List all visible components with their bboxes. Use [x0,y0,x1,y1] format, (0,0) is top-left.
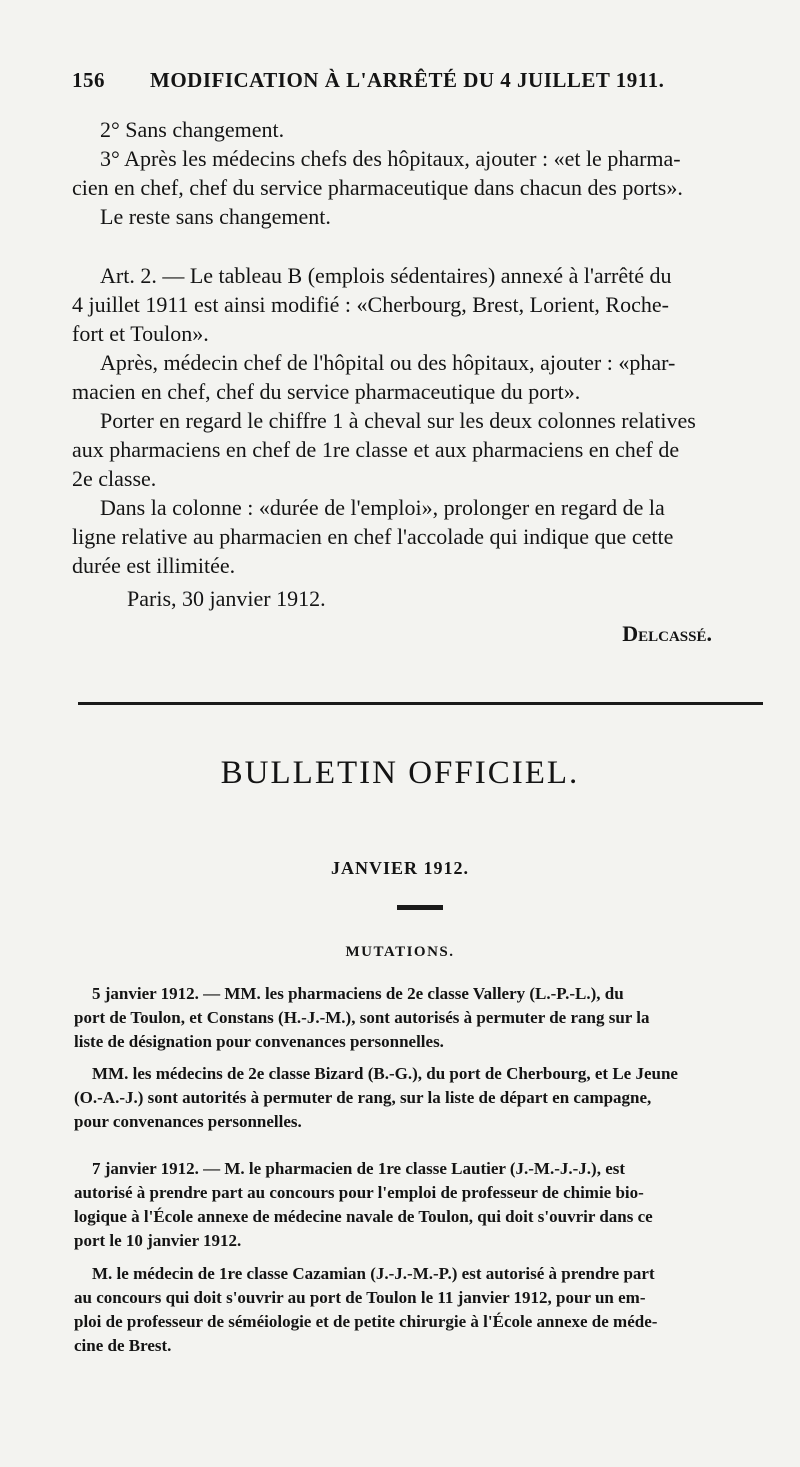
text-line: (O.-A.-J.) sont autorités à permuter de rang, sur la liste de départ en campagne, [74,1088,652,1107]
text-line: 3° Après les médecins chefs des hôpitaux, ajouter : «et le pharma- [100,146,681,171]
text-line: 4 juillet 1911 est ainsi modifié : «Cherbourg, Brest, Lorient, Roche- [72,292,669,317]
text-line: Art. 2. — Le tableau B (emplois sédentaires) annexé à l'arrêté du [100,263,672,288]
running-title: MODIFICATION À L'ARRÊTÉ DU 4 JUILLET 1911. [150,68,665,92]
text-line: logique à l'École annexe de médecine navale de Toulon, qui doit s'ouvrir dans ce [74,1207,653,1226]
text-line: pour convenances personnelles. [74,1112,302,1131]
text-line: cine de Brest. [74,1336,172,1355]
text-line: autorisé à prendre part au concours pour l'emploi de professeur de chimie bio- [74,1183,644,1202]
bulletin-title: BULLETIN OFFICIEL. [220,755,580,791]
text-line: 2° Sans changement. [100,117,285,142]
mutation-entry-3 [74,1157,764,1253]
text-line: 7 janvier 1912. — M. le pharmacien de 1re classe Lautier (J.-M.-J.-J.), est [92,1159,626,1178]
text-line: macien en chef, chef du service pharmaceutique du port». [72,379,581,404]
signature: Delcassé. [622,621,712,646]
text-line: durée est illimitée. [72,553,236,578]
text-line: aux pharmaciens en chef de 1re classe et aux pharmaciens en chef de [72,437,680,462]
text-line: MM. les médecins de 2e classe Bizard (B.-G.), du port de Cherbourg, et Le Jeune [92,1064,678,1083]
text-line: port de Toulon, et Constans (H.-J.-M.), sont autorisés à permuter de rang sur la [74,1008,650,1027]
text-line: 2e classe. [72,466,157,491]
text-line: M. le médecin de 1re classe Cazamian (J.-J.-M.-P.) est autorisé à prendre part [92,1264,655,1283]
text-line: au concours qui doit s'ouvrir au port de Toulon le 11 janvier 1912, pour un em- [74,1288,646,1307]
mutation-entry-2 [74,1062,764,1134]
text-line: Porter en regard le chiffre 1 à cheval sur les deux colonnes relatives [100,408,696,433]
text-line: Le reste sans changement. [100,204,331,229]
mutation-entry-1 [74,982,764,1054]
article2 [72,261,762,648]
text-line: port le 10 janvier 1912. [74,1231,242,1250]
text-line: ploi de professeur de séméiologie et de petite chirurgie à l'École annexe de méde- [74,1312,658,1331]
section-divider [78,702,763,705]
text-line: ligne relative au pharmacien en chef l'accolade qui indique que cette [72,524,674,549]
text-line: liste de désignation pour convenances personnelles. [74,1032,444,1051]
date-line: Paris, 30 janvier 1912. [127,586,326,611]
mutation-entry-4 [74,1262,764,1358]
text-line: Dans la colonne : «durée de l'emploi», prolonger en regard de la [100,495,665,520]
article1-tail [72,115,762,231]
running-header [72,68,682,93]
text-line: fort et Toulon». [72,321,209,346]
short-divider [397,905,443,910]
section-heading: MUTATIONS. [345,944,455,960]
text-line: cien en chef, chef du service pharmaceutique dans chacun des ports». [72,175,683,200]
bulletin-month: JANVIER 1912. [330,858,469,878]
text-line: 5 janvier 1912. — MM. les pharmaciens de 2e classe Vallery (L.-P.-L.), du [92,984,624,1003]
text-line: Après, médecin chef de l'hôpital ou des hôpitaux, ajouter : «phar- [100,350,676,375]
page-number: 156 [72,68,105,92]
